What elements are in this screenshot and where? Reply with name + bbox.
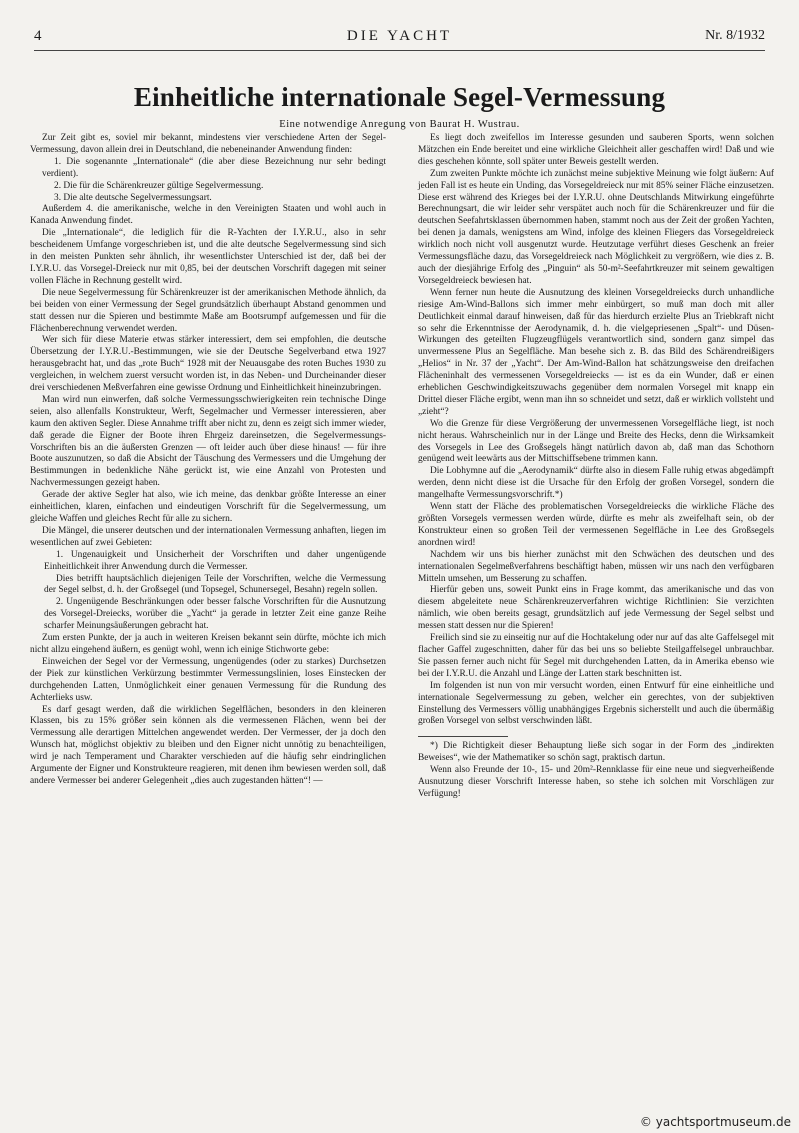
paragraph: Wer sich für diese Materie etwas stärker interessiert, dem sei empfohlen, die deutsche Übersetzung der I.Y.R.U.-Bestimmungen, wie sie der Deutsche Segelverband etwa 1927 herausgebracht hat, und das „rote Buch“ 1928 mit der Neuausgabe des roten Buches 1930 zu vergleichen, in welchem zuerst versucht worden ist, in das Neben- und Durcheinander dieser drei verschiedenen Meßverfahren eine gewisse Ordnung und Einheitlichkeit hineinzubringen. bbox=[30, 335, 386, 394]
paragraph: Man wird nun einwerfen, daß solche Vermessungsschwierigkeiten rein technische Dinge seien, also allenfalls Konstrukteur, Werft, Segelmacher und Vermesser interessieren, aber kaum den aktiven Segler. Diese Annahme trifft aber nicht zu, denn es zeigt sich immer wieder, daß gerade die Eigner der Boote ihren Ehrgeiz dareinsetzen, die Segelvermessungs-Vorschriften bis an die äußersten Grenzen — oft leider auch über diese hinaus! — für ihre Boote auszunutzen, so daß die Absicht der Täuschung des Vermessers und die Umgehung der Bestimmungen in bedenkliche Nähe gerückt ist, wie eine Anzahl von Protesten und Nachvermessungen gezeigt haben. bbox=[30, 394, 386, 489]
page-header bbox=[34, 28, 765, 48]
paragraph: Zum ersten Punkte, der ja auch in weiteren Kreisen bekannt sein dürfte, möchte ich mich nicht allzu eingehend äußern, es genügt wohl, wenn ich einige Stichworte gebe: bbox=[30, 633, 386, 655]
paragraph: Es liegt doch zweifellos im Interesse gesunden und sauberen Sports, wenn solchen Mätzchen ein Ende bereitet und eine wirkliche Gleichheit aller geschaffen wird! Daß und wie dies geschehen könnte, soll später unter Beweis gestellt werden. bbox=[418, 133, 774, 167]
header-rule bbox=[34, 50, 765, 51]
paragraph: Außerdem 4. die amerikanische, welche in den Vereinigten Staaten und wohl auch in Kanada Anwendung findet. bbox=[30, 204, 386, 227]
footnote-text: *) Die Richtigkeit dieser Behauptung ließe sich sogar in der Form des „indirekten Beweises“, wie der Mathematiker so schön sagt, praktisch dartun. bbox=[418, 741, 774, 764]
list-item-detail: Dies betrifft hauptsächlich diejenigen Teile der Vorschriften, welche die Vermessung der Segel selbst, d. h. der Großsegel (und Topsegel, Schunersegel, Besahn) regeln sollen. bbox=[44, 573, 386, 596]
paragraph: Zur Zeit gibt es, soviel mir bekannt, mindestens vier verschiedene Arten der Segel-Vermessung, davon allein drei in Deutschland, die nebeneinander Anwendung finden: bbox=[30, 133, 386, 155]
paragraph: Die Lobhymne auf die „Aerodynamik“ dürfte also in diesem Falle ruhig etwas abgedämpft werden, denn nicht diese ist die Ursache für den Erfolg der großen Vorsegel, sondern die mangelhafte Vermessungsvorschrift.*) bbox=[418, 466, 774, 501]
paragraph: Nachdem wir uns bis hierher zunächst mit den Schwächen des deutschen und des internationalen Segelmeßverfahrens beschäftigt haben, müssen wir uns nach den verfügbaren Mitteln umsehen, um Besserung zu schaffen. bbox=[418, 549, 774, 584]
paragraph: Einweichen der Segel vor der Vermessung, ungenügendes (oder zu starkes) Durchsetzen der Piek zur künstlichen Verkürzung bestimmter Vermessungslinien, loses Einstecken der durchgehenden Latten, Unmöglichkeit einer genauen Vermessung für die Rundung des Achterlieks usw. bbox=[30, 656, 386, 703]
paragraph: Freilich sind sie zu einseitig nur auf die Hochtakelung oder nur auf das alte Gaffelsegel mit flacher Gaffel zugeschnitten, daher für das bei uns so beliebte Steilgaffelsegel unbrauchbar. Sie passen ferner auch nicht für Segel mit durchgehenden Latten, da in Amerika ebenso wie bei der I.Y.R.U. die Anzahl und Länge der Latten stark beschnitten ist. bbox=[418, 633, 774, 679]
right-column bbox=[418, 133, 774, 801]
paragraph: Wenn statt der Fläche des problematischen Vorsegeldreiecks die wirkliche Fläche des größten Vorsegels vermessen werden würde, dürfte es mehr als zweifelhaft sein, ob der Konstrukteur einen so großen Teil der vermessenen Segelfläche in Lee des Großsegels anordnen wird! bbox=[418, 502, 774, 548]
paragraph: Es darf gesagt werden, daß die wirklichen Segelflächen, besonders in den kleineren Klassen, bis zu 15% größer sein können als die vermessenen Flächen, wenn bei der Vermessung alle derartigen Mittelchen angewendet werden. Der Vermesser, der ja doch den Wunsch hat, möglichst objektiv zu bleiben und den Eigner nicht unnötig zu benachteiligen, wird je nach Temperament und Charakter verschieden auf die häufig sehr eindringlichen Argumente der Eigner und Konstrukteure reagieren, mit denen ihm bewiesen werden soll, daß andere Vermesser bei anderer Gelegenheit „dies auch zugestanden hätten“! — bbox=[30, 704, 386, 786]
list-item: 3. Die alte deutsche Segelvermessungsart. bbox=[54, 192, 212, 203]
list-item: 1. Ungenauigkeit und Unsicherheit der Vorschriften und daher ungenügende Einheitlichkeit ihrer Anwendung durch die Vermesser. bbox=[44, 549, 386, 572]
copyright-watermark: © yachtsportmuseum.de bbox=[639, 1115, 791, 1129]
paragraph: Wenn ferner nun heute die Ausnutzung des kleinen Vorsegeldreiecks durch unhandliche riesige Am-Wind-Ballons sich immer mehr einbürgert, so muß man doch mit aller Deutlichkeit einmal darauf hinweisen, daß für das hierdurch erzielte Plus an Triebkraft nicht so sehr die Erkenntnisse der Aerodynamik, d. h. die vielgepriesenen „Spalt“- und Düsen-Wirkungen des geteilten Flugzeugflügels verantwortlich sind, sondern ganz simpel das unvermessene Plus an Segelfläche. Man besehe sich z. B. das Bild des Schärendreißigers „Helios“ in Nr. 37 der „Yacht“. Der Am-Wind-Ballon hat schätzungsweise den dreifachen Flächeninhalt des vermessenen Vorsegeldreiecks — ist es da ein Wunder, daß er einen erheblichen Geschwindigkeitszuwachs gegenüber dem normalen Vorsegel mit knapp ein Drittel dieser Fläche ergibt, wenn man ihn so schneidet und setzt, daß er wirklich vollsteht und „zieht“? bbox=[418, 287, 774, 417]
paragraph: Im folgenden ist nun von mir versucht worden, einen Entwurf für eine einheitliche und internationale Segelvermessung zu geben, welcher ein gerechtes, von der subjektiven Einstellung des Vermessers völlig unabhängiges Ergebnis sicherstellt und auch die übermäßig großen Vorsegel von selbst verschwinden läßt. bbox=[418, 680, 774, 727]
paragraph: Die „Internationale“, die lediglich für die R-Yachten der I.Y.R.U., also in sehr bescheidenem Umfange vorgeschrieben ist, und die alte deutsche Segelvermessung sind sich in den meisten Punkten sehr ähnlich, ihr wesentlichster Unterschied ist der, daß bei der I.Y.R.U. das Vorsegel-Dreieck nur mit 0,85, bei der deutschen Vorschrift dagegen mit seiner vollen Fläche in Rechnung gestellt wird. bbox=[30, 228, 386, 286]
paragraph: Hierfür geben uns, soweit Punkt eins in Frage kommt, das amerikanische und das von diesem abgeleitete neue Schärenkreuzerverfahren wichtige Richtlinien: Sie verzichten nämlich, wie oben bereits gesagt, grundsätzlich auf jede Vermessung der Segel selbst und messen statt dessen nur die Spieren! bbox=[418, 585, 774, 632]
footnote-text: Wenn also Freunde der 10-, 15- und 20m²-Rennklasse für eine neue und siegverheißende Ausnutzung dieser Vorschrift Interesse haben, so stehe ich solchen mit Vorschlägen zur Verfügung! bbox=[418, 765, 774, 799]
magazine-name: DIE YACHT bbox=[346, 28, 453, 44]
paragraph: Die neue Segelvermessung für Schärenkreuzer ist der amerikanischen Methode ähnlich, da bei beiden von einer Vermessung der Segel grundsätzlich überhaupt Abstand genommen und statt dessen nur die Spieren und bestimmte Maße am Bootsrumpf aufgemessen und für die Flächenberechnung verwendet werden. bbox=[30, 287, 386, 334]
page-number: 4 bbox=[34, 28, 42, 44]
footnote bbox=[418, 741, 774, 801]
article-subtitle: Eine notwendige Anregung von Baurat H. Wustrau. bbox=[279, 119, 520, 130]
paragraph: Gerade der aktive Segler hat also, wie ich meine, das denkbar größte Interesse an einer einheitlichen, klaren, einfachen und eindeutigen Vorschrift für die Segelvermessung, um gleiche Waffen und gleiches Recht für alle zu sichern. bbox=[30, 490, 386, 524]
list-item: 1. Die sogenannte „Internationale“ (die aber diese Bezeichnung nur sehr bedingt verdient). bbox=[42, 156, 386, 179]
issue-number: Nr. 8/1932 bbox=[705, 28, 765, 43]
paragraph: Zum zweiten Punkte möchte ich zunächst meine subjektive Meinung wie folgt äußern: Auf jeden Fall ist es heute ein Unding, das Vorsegeldreieck nur mit 85% seiner Fläche einzusetzen. Diese erst während des Krieges bei der I.Y.R.U. ohne Deutschlands Mitwirkung eingeführte Berechnungsart, die wir leider sehr verspätet auch noch für die Schärenkreuzer und für die deutschen Seefahrtsklassen übernommen haben, stammt noch aus der Zeit der großen Yachten, bei denen ja damals, wenigstens am Wind, infolge des kleinen Fliegers das Vorsegeldreieck wirklich noch nicht voll ausgenutzt wurde. Heutzutage verführt dieses Geschenk an freier Vermessungsfläche dazu, das Vorsegeldreieck nach Möglichkeit zu vergrößern, wie dies z. B. auch der diesjährige Erfolg des „Pinguin“ als 50-m²-Seefahrtkreuzer mit seinem gewaltigen Vorsegeldreieck bewiesen hat. bbox=[418, 168, 774, 286]
paragraph: Wo die Grenze für diese Vergrößerung der unvermessenen Vorsegelfläche liegt, ist noch nicht heraus. Wahrscheinlich nur in der Länge und Breite des Hecks, denn die Wirksamkeit des Vorsegels in Lee des Großsegels hängt natürlich davon ab, daß man das Schothorn genügend weit leewärts aus der Mittschiffsebene trimmen kann. bbox=[418, 418, 774, 465]
list-item: 2. Die für die Schärenkreuzer gültige Segelvermessung. bbox=[54, 180, 264, 191]
left-column bbox=[30, 133, 386, 788]
list-item: 2. Ungenügende Beschränkungen oder besser falsche Vorschriften für die Ausnutzung des Vorsegel-Dreiecks, worüber die „Yacht“ ja gerade in letzter Zeit eine ganze Reihe scharfer Meinungsäußerungen gebracht hat. bbox=[44, 597, 386, 632]
paragraph: Die Mängel, die unserer deutschen und der internationalen Vermessung anhaften, liegen im wesentlichen auf zwei Gebieten: bbox=[30, 525, 386, 548]
footnote-rule bbox=[418, 736, 508, 737]
article-title: Einheitliche internationale Segel-Vermessung bbox=[133, 82, 666, 112]
